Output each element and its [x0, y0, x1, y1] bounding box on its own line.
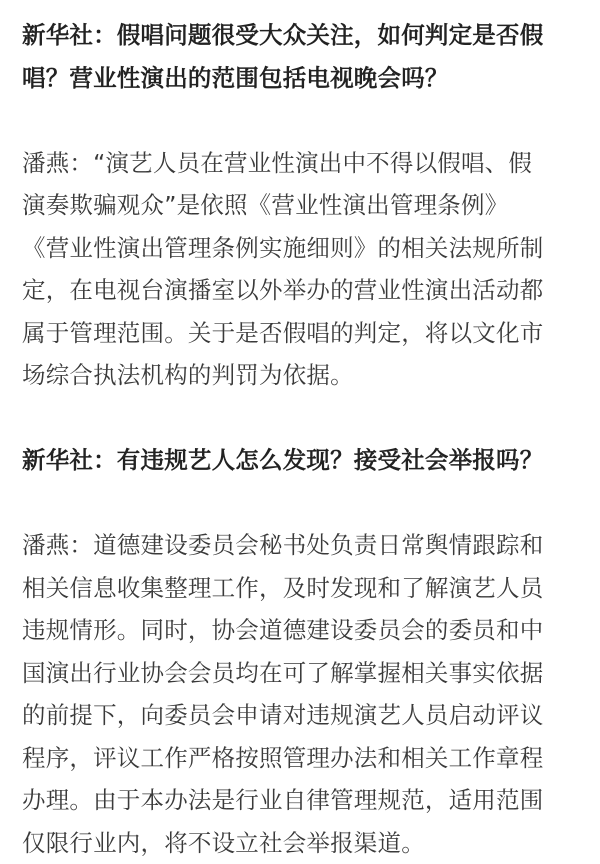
answer-2-line: 办理。由于本办法是行业自律管理规范，适用范围 — [22, 779, 578, 822]
answer-1-line: 定，在电视台演播室以外举办的营业性演出活动都 — [22, 269, 578, 312]
answer-1-paragraph — [22, 142, 578, 397]
answer-2-line: 相关信息收集整理工作，及时发现和了解演艺人员 — [22, 567, 578, 610]
paragraph-spacer — [22, 397, 578, 440]
answer-2-line: 违规情形。同时，协会道德建设委员会的委员和中 — [22, 609, 578, 652]
answer-1-line: 属于管理范围。关于是否假唱的判定，将以文化市 — [22, 312, 578, 355]
question-1-line: 唱？营业性演出的范围包括电视晚会吗？ — [22, 57, 578, 100]
answer-1-line: 演奏欺骗观众”是依照《营业性演出管理条例》 — [22, 184, 578, 227]
question-1-paragraph — [22, 14, 578, 99]
answer-2-line: 国演出行业协会会员均在可了解掌握相关事实依据 — [22, 652, 578, 695]
answer-1-line: 《营业性演出管理条例实施细则》的相关法规所制 — [22, 227, 578, 270]
answer-2-line: 程序，评议工作严格按照管理办法和相关工作章程 — [22, 737, 578, 780]
answer-2-paragraph — [22, 524, 578, 864]
question-2-paragraph — [22, 439, 578, 482]
question-2-line: 新华社：有违规艺人怎么发现？接受社会举报吗？ — [22, 439, 578, 482]
question-1-line: 新华社：假唱问题很受大众关注，如何判定是否假 — [22, 14, 578, 57]
answer-2-line: 潘燕：道德建设委员会秘书处负责日常舆情跟踪和 — [22, 524, 578, 567]
answer-2-line: 的前提下，向委员会申请对违规演艺人员启动评议 — [22, 694, 578, 737]
answer-2-line: 仅限行业内，将不设立社会举报渠道。 — [22, 822, 578, 864]
answer-1-line: 潘燕：“演艺人员在营业性演出中不得以假唱、假 — [22, 142, 578, 185]
answer-1-line: 场综合执法机构的判罚为依据。 — [22, 354, 578, 397]
paragraph-spacer — [22, 482, 578, 525]
paragraph-spacer — [22, 99, 578, 142]
